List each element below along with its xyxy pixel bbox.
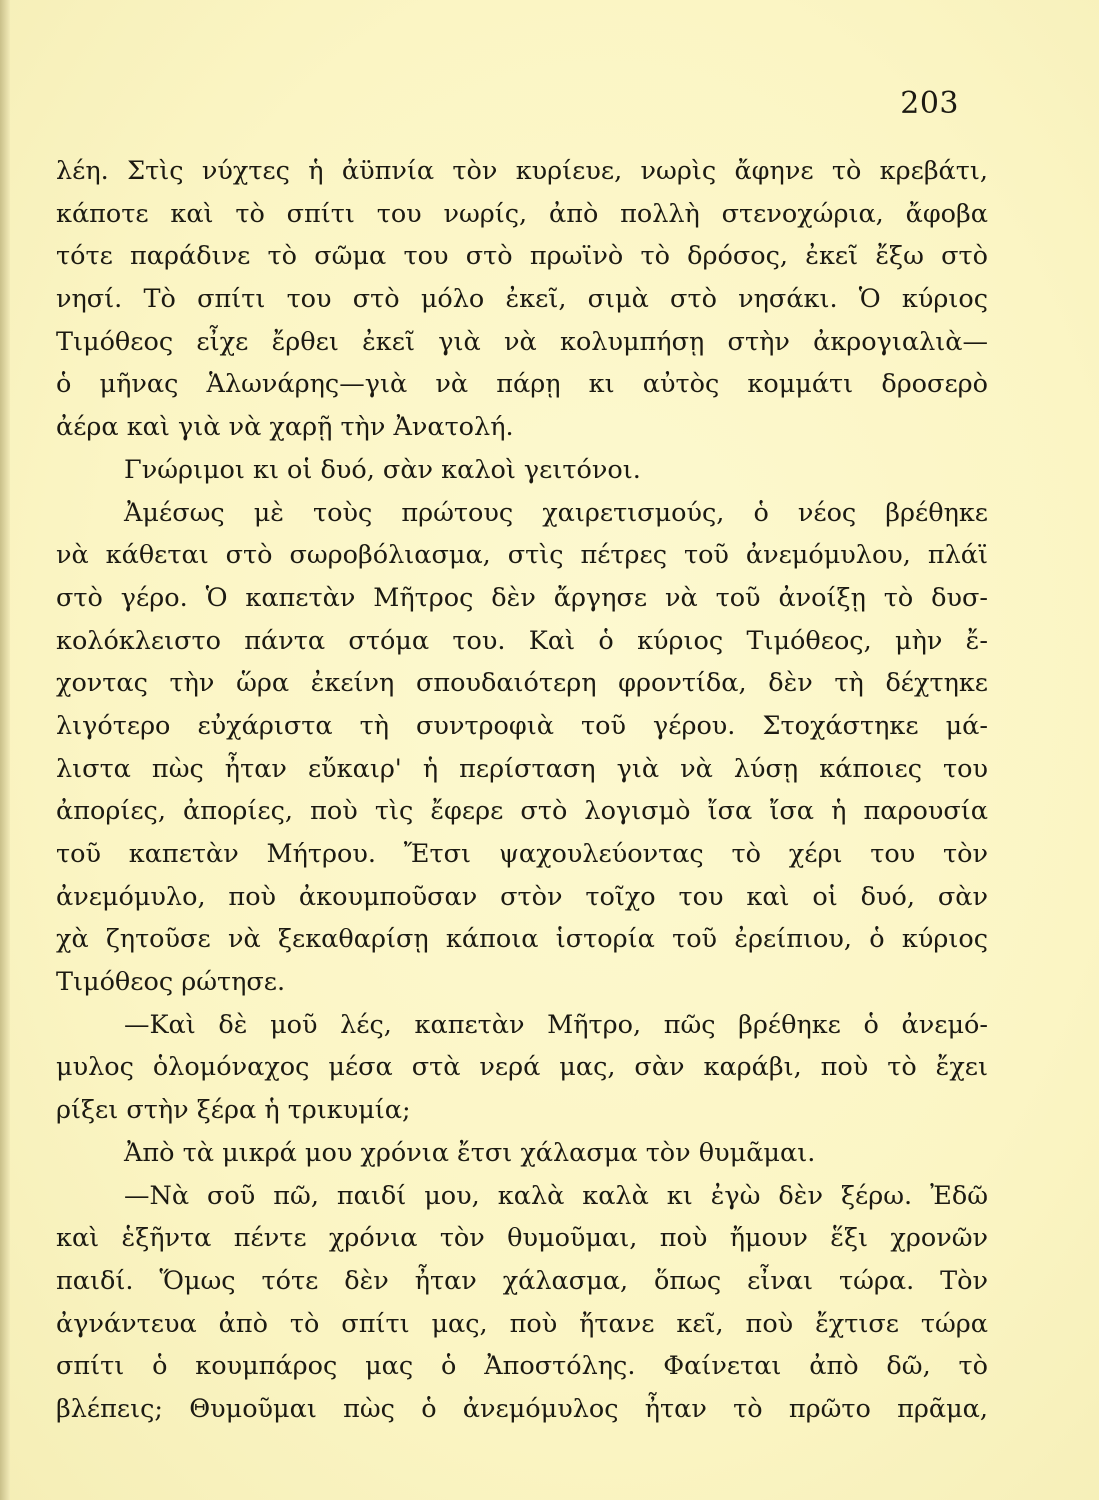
text-line: νησί. Τὸ σπίτι του στὸ μόλο ἐκεῖ, σιμὰ στὸ νησάκι. Ὁ κύριος — [56, 284, 988, 315]
text-line: νὰ κάθεται στὸ σωροβόλιασμα, στὶς πέτρες τοῦ ἀνεμόμυλου, πλάϊ — [56, 540, 988, 571]
text-line: ἀγνάντευα ἀπὸ τὸ σπίτι μας, ποὺ ἤτανε κεῖ, ποὺ ἔχτισε τώρα — [56, 1308, 988, 1339]
text-line: ἀέρα καὶ γιὰ νὰ χαρῇ τὴν Ἀνατολή. — [56, 412, 514, 443]
page-binding-edge — [0, 0, 10, 1500]
text-line: τότε παράδινε τὸ σῶμα του στὸ πρωϊνὸ τὸ δρόσος, ἐκεῖ ἔξω στὸ — [56, 241, 988, 272]
text-line: Ἀμέσως μὲ τοὺς πρώτους χαιρετισμούς, ὁ νέος βρέθηκε — [124, 497, 988, 528]
text-line: ἀνεμόμυλο, ποὺ ἀκουμποῦσαν στὸν τοῖχο του καὶ οἱ δυό, σὰν — [56, 881, 988, 912]
text-line: Τιμόθεος ρώτησε. — [56, 967, 286, 998]
text-line: λέη. Στὶς νύχτες ἡ ἀϋπνία τὸν κυρίευε, νωρὶς ἄφηνε τὸ κρεβάτι, — [56, 156, 988, 186]
text-line: σπίτι ὁ κουμπάρος μας ὁ Ἀποστόλης. Φαίνεται ἀπὸ δῶ, τὸ — [56, 1351, 988, 1382]
page-number: 203 — [900, 86, 959, 121]
text-line: λιγότερο εὐχάριστα τὴ συντροφιὰ τοῦ γέρου. Στοχάστηκε μά- — [56, 710, 988, 741]
text-line: τοῦ καπετὰν Μήτρου. Ἔτσι ψαχουλεύοντας τὸ χέρι του τὸν — [56, 839, 988, 869]
text-line: ρίξει στὴν ξέρα ἡ τρικυμία; — [56, 1095, 411, 1126]
text-line: μυλος ὁλομόναχος μέσα στὰ νερά μας, σὰν καράβι, ποὺ τὸ ἔχει — [56, 1052, 988, 1083]
text-line: λιστα πὼς ἦταν εὔκαιρ' ἡ περίσταση γιὰ νὰ λύσῃ κάποιες του — [56, 753, 988, 784]
text-line: κάποτε καὶ τὸ σπίτι του νωρίς, ἀπὸ πολλὴ στενοχώρια, ἄφοβα — [56, 198, 988, 229]
text-line: Τιμόθεος εἶχε ἔρθει ἐκεῖ γιὰ νὰ κολυμπήσῃ στὴν ἀκρογιαλιὰ— — [56, 326, 988, 357]
text-line: κολόκλειστο πάντα στόμα του. Καὶ ὁ κύριος Τιμόθεος, μὴν ἔ- — [56, 625, 988, 656]
text-line: βλέπεις; Θυμοῦμαι πὼς ὁ ἀνεμόμυλος ἦταν τὸ πρῶτο πρᾶμα, — [56, 1393, 988, 1424]
text-line: ἀπορίες, ἀπορίες, ποὺ τὶς ἔφερε στὸ λογισμὸ ἴσα ἴσα ἡ παρουσία — [56, 796, 988, 827]
text-line: —Νὰ σοῦ πῶ, παιδί μου, καλὰ καλὰ κι ἐγὼ δὲν ξέρω. Ἐδῶ — [124, 1180, 988, 1211]
text-line: Γνώριμοι κι οἱ δυό, σὰν καλοὶ γειτόνοι. — [124, 454, 641, 485]
text-line: χοντας τὴν ὥρα ἐκείνη σπουδαιότερη φροντίδα, δὲν τὴ δέχτηκε — [56, 668, 988, 699]
text-line: καὶ ἑξῆντα πέντε χρόνια τὸν θυμοῦμαι, ποὺ ἤμουν ἕξι χρονῶν — [56, 1223, 988, 1254]
text-line: χὰ ζητοῦσε νὰ ξεκαθαρίσῃ κάποια ἱστορία τοῦ ἐρείπιου, ὁ κύριος — [56, 924, 988, 955]
text-line: ὁ μῆνας Ἁλωνάρης—γιὰ νὰ πάρῃ κι αὐτὸς κομμάτι δροσερὸ — [56, 369, 988, 400]
text-line: Ἀπὸ τὰ μικρά μου χρόνια ἔτσι χάλασμα τὸν θυμᾶμαι. — [124, 1137, 816, 1168]
body-text — [56, 150, 988, 1431]
text-line: στὸ γέρο. Ὁ καπετὰν Μῆτρος δὲν ἄργησε νὰ τοῦ ἀνοίξῃ τὸ δυσ- — [56, 582, 988, 613]
text-line: —Καὶ δὲ μοῦ λές, καπετὰν Μῆτρο, πῶς βρέθηκε ὁ ἀνεμό- — [124, 1009, 988, 1040]
text-line: παιδί. Ὅμως τότε δὲν ἦταν χάλασμα, ὅπως εἶναι τώρα. Τὸν — [56, 1265, 988, 1296]
